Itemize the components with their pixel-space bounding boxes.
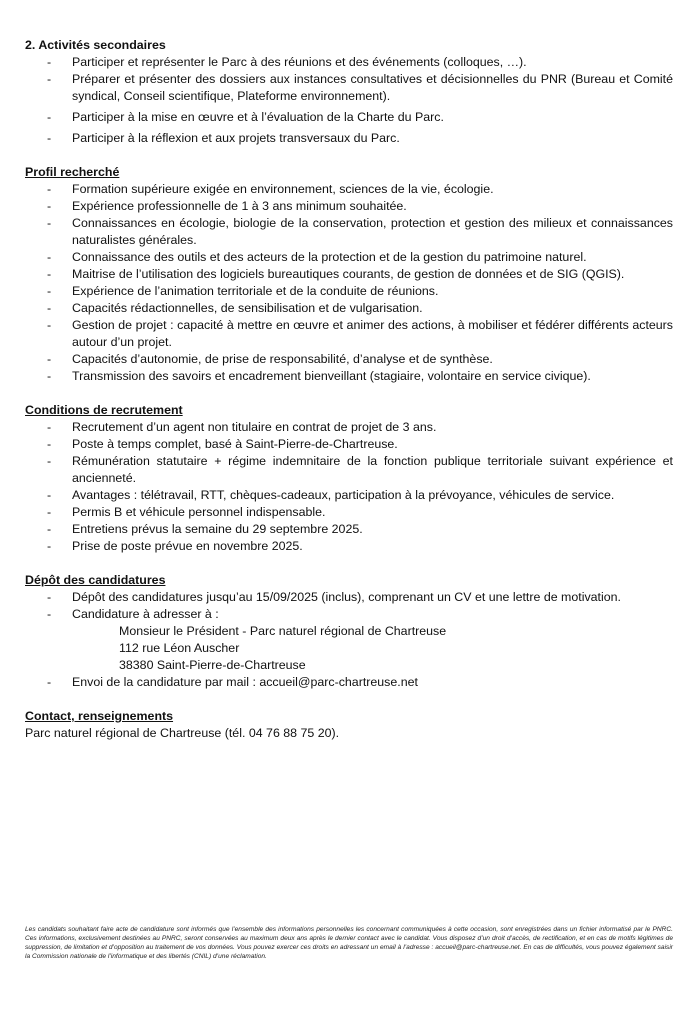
privacy-footer: Les candidats souhaitant faire acte de candidature sont informés que l’ensemble des informations personnelles les concernant communiquées à cette occasion, sont enregistrées dans un fichier informatisé par le PNRC. Ces informations, exclusivement destinées au PNRC, seront conservées au maximum deux ans après le dernier contact avec le candidat. Vous disposez d’un droit d’accès, de rectification, et en cas de motifs légitimes de suppression, de limitation et d’opposition au traitement de vos données. Vous pouvez exercer ces droits en adressant un email à l’adresse : accueil@parc-chartreuse.net. En cas de difficultés, vous pouvez également saisir la Commission nationale de l’informatique et des libertés (CNIL) d’une réclamation. [25, 926, 673, 960]
document-page [25, 37, 673, 742]
section-title: Profil recherché [25, 165, 120, 179]
bullet-list [25, 419, 673, 555]
list-item: - Avantages : télétravail, RTT, chèques-cadeaux, participation à la prévoyance, véhicules de service. [25, 487, 673, 504]
section-title: Contact, renseignements [25, 709, 174, 723]
section-conditions [25, 402, 673, 555]
list-item: - Rémunération statutaire + régime indemnitaire de la fonction publique territoriale suivant expérience et ancienneté. [25, 453, 673, 487]
address-line: 38380 Saint-Pierre-de-Chartreuse [119, 658, 306, 672]
section-title: 2. Activités secondaires [25, 38, 166, 52]
list-item: - Candidature à adresser à : [25, 606, 673, 623]
address-line: Monsieur le Président - Parc naturel régional de Chartreuse [119, 624, 447, 638]
list-item: - Envoi de la candidature par mail : accueil@parc-chartreuse.net [25, 674, 673, 691]
list-item: - Connaissance des outils et des acteurs de la protection et de la gestion du patrimoine naturel. [25, 249, 673, 266]
list-item: - Capacités d’autonomie, de prise de responsabilité, d’analyse et de synthèse. [25, 351, 673, 368]
postal-address [25, 623, 673, 674]
list-item: - Participer à la mise en œuvre et à l’évaluation de la Charte du Parc. [25, 109, 673, 126]
list-item: - Maitrise de l’utilisation des logiciels bureautiques courants, de gestion de données et de SIG (QGIS). [25, 266, 673, 283]
section-contact [25, 708, 673, 742]
list-item: - Expérience professionnelle de 1 à 3 ans minimum souhaitée. [25, 198, 673, 215]
section-title: Dépôt des candidatures [25, 573, 166, 587]
section-application [25, 572, 673, 691]
list-item: - Participer et représenter le Parc à des réunions et des événements (colloques, …). [25, 54, 673, 71]
list-item: - Prise de poste prévue en novembre 2025. [25, 538, 673, 555]
list-item: - Poste à temps complet, basé à Saint-Pierre-de-Chartreuse. [25, 436, 673, 453]
list-item: - Connaissances en écologie, biologie de la conservation, protection et gestion des milieux et connaissances naturalistes générales. [25, 215, 673, 249]
list-item: - Participer à la réflexion et aux projets transversaux du Parc. [25, 130, 673, 147]
list-item: - Capacités rédactionnelles, de sensibilisation et de vulgarisation. [25, 300, 673, 317]
list-item: - Préparer et présenter des dossiers aux instances consultatives et décisionnelles du PNR (Bureau et Comité syndical, Conseil scientifique, Plateforme environnement). [25, 71, 673, 105]
list-item: - Dépôt des candidatures jusqu’au 15/09/2025 (inclus), comprenant un CV et une lettre de motivation. [25, 589, 673, 606]
list-item: - Formation supérieure exigée en environnement, sciences de la vie, écologie. [25, 181, 673, 198]
bullet-list [25, 674, 673, 691]
list-item: - Expérience de l’animation territoriale et de la conduite de réunions. [25, 283, 673, 300]
list-item: - Gestion de projet : capacité à mettre en œuvre et animer des actions, à mobiliser et fédérer différents acteurs autour d’un projet. [25, 317, 673, 351]
section-profile [25, 164, 673, 385]
list-item: - Recrutement d’un agent non titulaire en contrat de projet de 3 ans. [25, 419, 673, 436]
address-line: 112 rue Léon Auscher [119, 641, 240, 655]
section-secondary-activities [25, 37, 673, 147]
contact-text: Parc naturel régional de Chartreuse (tél. 04 76 88 75 20). [25, 726, 340, 740]
list-item: - Permis B et véhicule personnel indispensable. [25, 504, 673, 521]
bullet-list [25, 589, 673, 623]
section-title: Conditions de recrutement [25, 403, 183, 417]
list-item: - Transmission des savoirs et encadrement bienveillant (stagiaire, volontaire en service civique). [25, 368, 673, 385]
list-item: - Entretiens prévus la semaine du 29 septembre 2025. [25, 521, 673, 538]
bullet-list [25, 181, 673, 385]
bullet-list [25, 54, 673, 147]
